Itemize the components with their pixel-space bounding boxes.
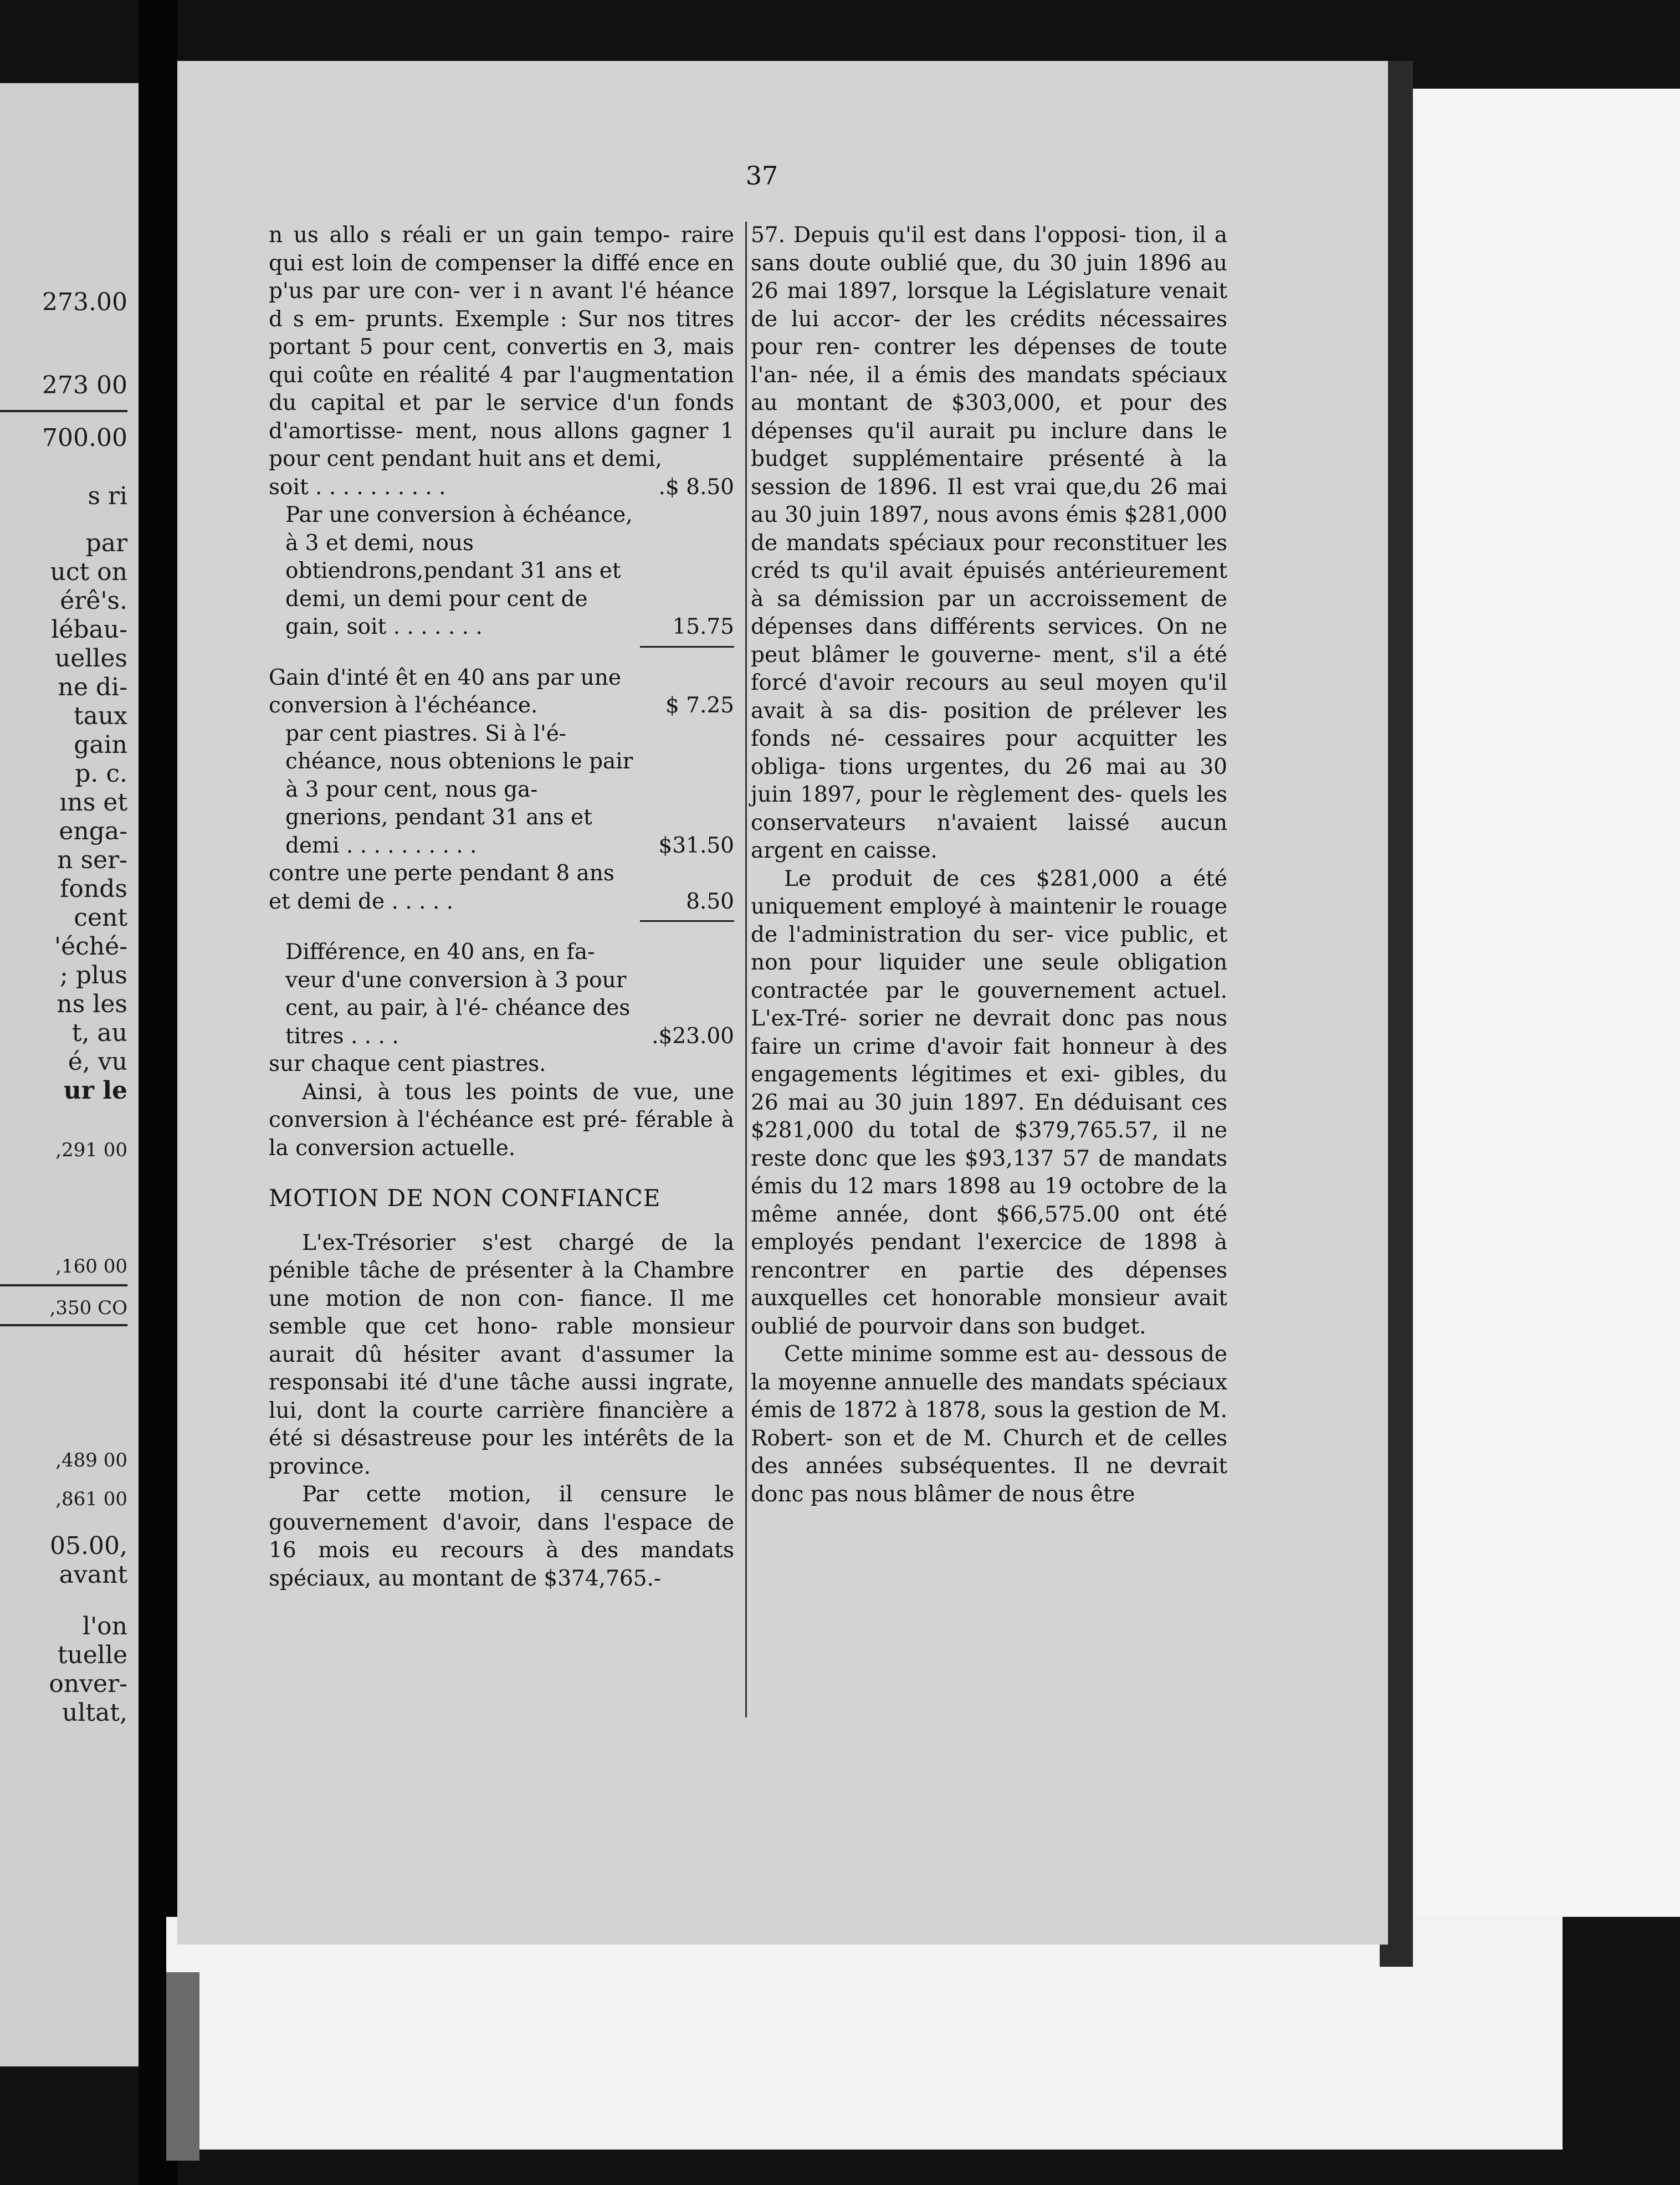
- left-strip-line: 273 00: [42, 371, 127, 399]
- left-strip-line: 700.00: [42, 424, 127, 452]
- sum-rule: [640, 646, 734, 648]
- left-strip-line: 05.00,: [50, 1532, 127, 1560]
- left-strip-line: érê's.: [60, 587, 127, 615]
- left-strip-line: ultat,: [62, 1699, 127, 1727]
- calc-label: Gain d'inté êt en 40 ans par une conversion à l'échéance.: [269, 665, 621, 718]
- calc-label: Par une conversion à échéance, à 3 et demi, nous obtiendrons,pendant 31 ans et demi, un demi pour cent de gain, soit . . . . . . .: [285, 502, 633, 639]
- left-strip-line: enga-: [59, 817, 127, 845]
- left-strip-rule: [0, 410, 127, 412]
- left-strip-line: taux: [73, 702, 127, 730]
- calc-label: Différence, en 40 ans, en fa- veur d'une conversion à 3 pour cent, au pair, à l'é- chéance des titres . . . .: [285, 940, 631, 1049]
- calc-amount: $ 7.25: [665, 693, 734, 718]
- calc-row-par: [269, 720, 734, 860]
- left-column: [269, 222, 734, 1593]
- left-strip-line: gain: [74, 731, 127, 759]
- column-divider: [745, 222, 747, 1717]
- left-strip-line: ,489 00: [55, 1449, 127, 1471]
- left-strip-line: avant: [59, 1561, 127, 1589]
- left-strip-rule: [0, 1324, 127, 1326]
- background-sheet: [1413, 89, 1680, 1917]
- calc-label: soit . . . . . . . . . .: [269, 474, 446, 500]
- left-strip-line: onver-: [49, 1670, 127, 1698]
- left-strip-line: fonds: [60, 875, 127, 903]
- right-column: [751, 222, 1227, 1509]
- left-strip-line: s ri: [88, 482, 127, 510]
- left-strip-line: cent: [74, 904, 127, 932]
- calc-amount: .$23.00: [652, 1023, 734, 1049]
- page-number: 37: [745, 161, 778, 191]
- calc-row-gain: [269, 664, 734, 720]
- left-strip-line: l'on: [83, 1612, 127, 1640]
- sum-rule: [640, 920, 734, 922]
- left-strip-line: ; plus: [60, 961, 127, 989]
- calc-tail: sur chaque cent piastres.: [269, 1052, 546, 1076]
- left-strip-line: ur le: [63, 1076, 127, 1105]
- left-strip-line: uct on: [50, 558, 127, 586]
- calc-row-soit: [269, 474, 734, 502]
- book-gutter: [139, 0, 177, 2185]
- left-strip-line: ,350 CO: [49, 1297, 127, 1319]
- page-fold: [166, 1972, 199, 2161]
- paragraph-ainsi: Ainsi, à tous les points de vue, une conversion à l'échéance est pré- férable à la conversion actuelle.: [269, 1079, 734, 1161]
- left-strip-line: lébau-: [51, 616, 127, 644]
- paragraph-produit: Le produit de ces $281,000 a été uniquement employé à maintenir le rouage de l'administration du ser- vice public, et non pour liquider une seule obligation contractée par le gouvernement actuel. L'ex-Tré- sorier ne devrait donc pas nous faire un crime d'avoir fait honneur à des engagements légitimes et exi- gibles, du 26 mai au 30 juin 1897. En déduisant ces $281,000 du total de $379,765.57, il ne reste donc que les $93,137 57 de mandats émis du 12 mars 1898 au 19 octobre de la même année, dont $66,575.00 ont été employés pendant l'exercice de 1898 à rencontrer en partie des dépenses auxquelles cet honorable monsieur avait oublié de pourvoir dans son budget.: [751, 866, 1227, 1339]
- underlying-page: [166, 1917, 1563, 2150]
- left-strip-line: 273.00: [42, 288, 127, 316]
- paragraph-ex-tresorier: L'ex-Trésorier s'est chargé de la pénible tâche de présenter à la Chambre une motion de non con- fiance. Il me semble que cet hono- rable monsieur aurait dû hésiter avant d'assumer la responsabi ité d'une tâche aussi ingrate, lui, dont la courte carrière financière a été si désastreuse pour les intérêts de la province.: [269, 1230, 734, 1479]
- left-strip-line: ,291 00: [55, 1139, 127, 1161]
- calc-amount: $31.50: [658, 833, 734, 858]
- paragraph-opposition: 57. Depuis qu'il est dans l'opposi- tion, il a sans doute oublié que, du 30 juin 1896 au 26 mai 1897, lorsque la Législature venait de lui accor- der les crédits nécessaires pour ren- contrer les dépenses de toute l'an- née, il a émis des mandats spéciaux au montant de $303,000, et pour des dépenses qu'il aurait pu inclure dans le budget supplémentaire présenté à la session de 1896. Il est vrai que,du 26 mai au 30 juin 1897, nous avons émis $281,000 de mandats spéciaux pour reconstituer les créd ts qu'il avait épuisés antérieurement à sa démission par un accroissement de dépenses dans différents services. On ne peut blâmer le gouverne- ment, s'il a été forcé d'avoir recours au seul moyen qu'il avait à sa dis- position de prélever les fonds né- cessaires pour acquitter les obliga- tions urgentes, du 26 mai au 30 juin 1897, pour le règlement des- quels les conservateurs n'avaient laissé aucun argent en caisse.: [751, 223, 1227, 863]
- calc-row-conversion: [269, 501, 734, 642]
- calc-amount: .$ 8.50: [658, 474, 734, 500]
- left-strip-line: ,160 00: [55, 1255, 127, 1278]
- adjacent-left-page: [0, 83, 150, 2066]
- left-strip-line: ne di-: [58, 673, 127, 701]
- left-strip-line: ns les: [57, 990, 127, 1018]
- left-strip-line: ,861 00: [55, 1488, 127, 1510]
- calc-amount: 8.50: [686, 889, 734, 914]
- calc-label: par cent piastres. Si à l'é- chéance, nous obtenions le pair à 3 pour cent, nous ga- gnerions, pendant 31 ans et demi . . . . . . . . . .: [285, 721, 633, 858]
- left-strip-line: par: [85, 529, 127, 557]
- paragraph-par-cette-motion: Par cette motion, il censure le gouvernement d'avoir, dans l'espace de 16 mois eu recours à des mandats spéciaux, au montant de $374,765.-: [269, 1482, 734, 1591]
- section-heading: MOTION DE NON CONFIANCE: [269, 1184, 661, 1212]
- calc-row-contre: [269, 860, 734, 916]
- left-strip-line: 'éché-: [54, 932, 127, 961]
- left-strip-line: ıns et: [59, 788, 127, 817]
- paragraph-conversion-gain: n us allo s réali er un gain tempo- raire qui est loin de compenser la diffé ence en p'us par ure con- ver i n avant l'é héance d s em- prunts. Exemple : Sur nos titres portant 5 pour cent, convertis en 3, mais qui coûte en réalité 4 par l'augmentation du capital et par le service d'un fonds d'amortisse- ment, nous allons gagner 1 pour cent pendant huit ans et demi,: [269, 223, 734, 471]
- left-strip-line: p. c.: [75, 760, 127, 788]
- paragraph-minime-somme: Cette minime somme est au- dessous de la moyenne annuelle des mandats spéciaux émis de 1872 à 1878, sous la gestion de M. Robert- son et de M. Church et de celles des années subséquentes. Il ne devrait donc pas nous blâmer de nous être: [751, 1342, 1227, 1507]
- left-strip-rule: [0, 1284, 127, 1286]
- left-strip-line: é, vu: [68, 1048, 127, 1076]
- left-strip-line: n ser-: [57, 846, 127, 874]
- left-strip-line: tuelle: [57, 1641, 127, 1669]
- left-strip-line: t, au: [71, 1019, 127, 1047]
- left-strip-line: uelles: [54, 644, 127, 673]
- calc-row-difference: [269, 938, 734, 1050]
- calc-label: contre une perte pendant 8 ans et demi de . . . . .: [269, 861, 614, 914]
- calc-amount: 15.75: [672, 614, 734, 639]
